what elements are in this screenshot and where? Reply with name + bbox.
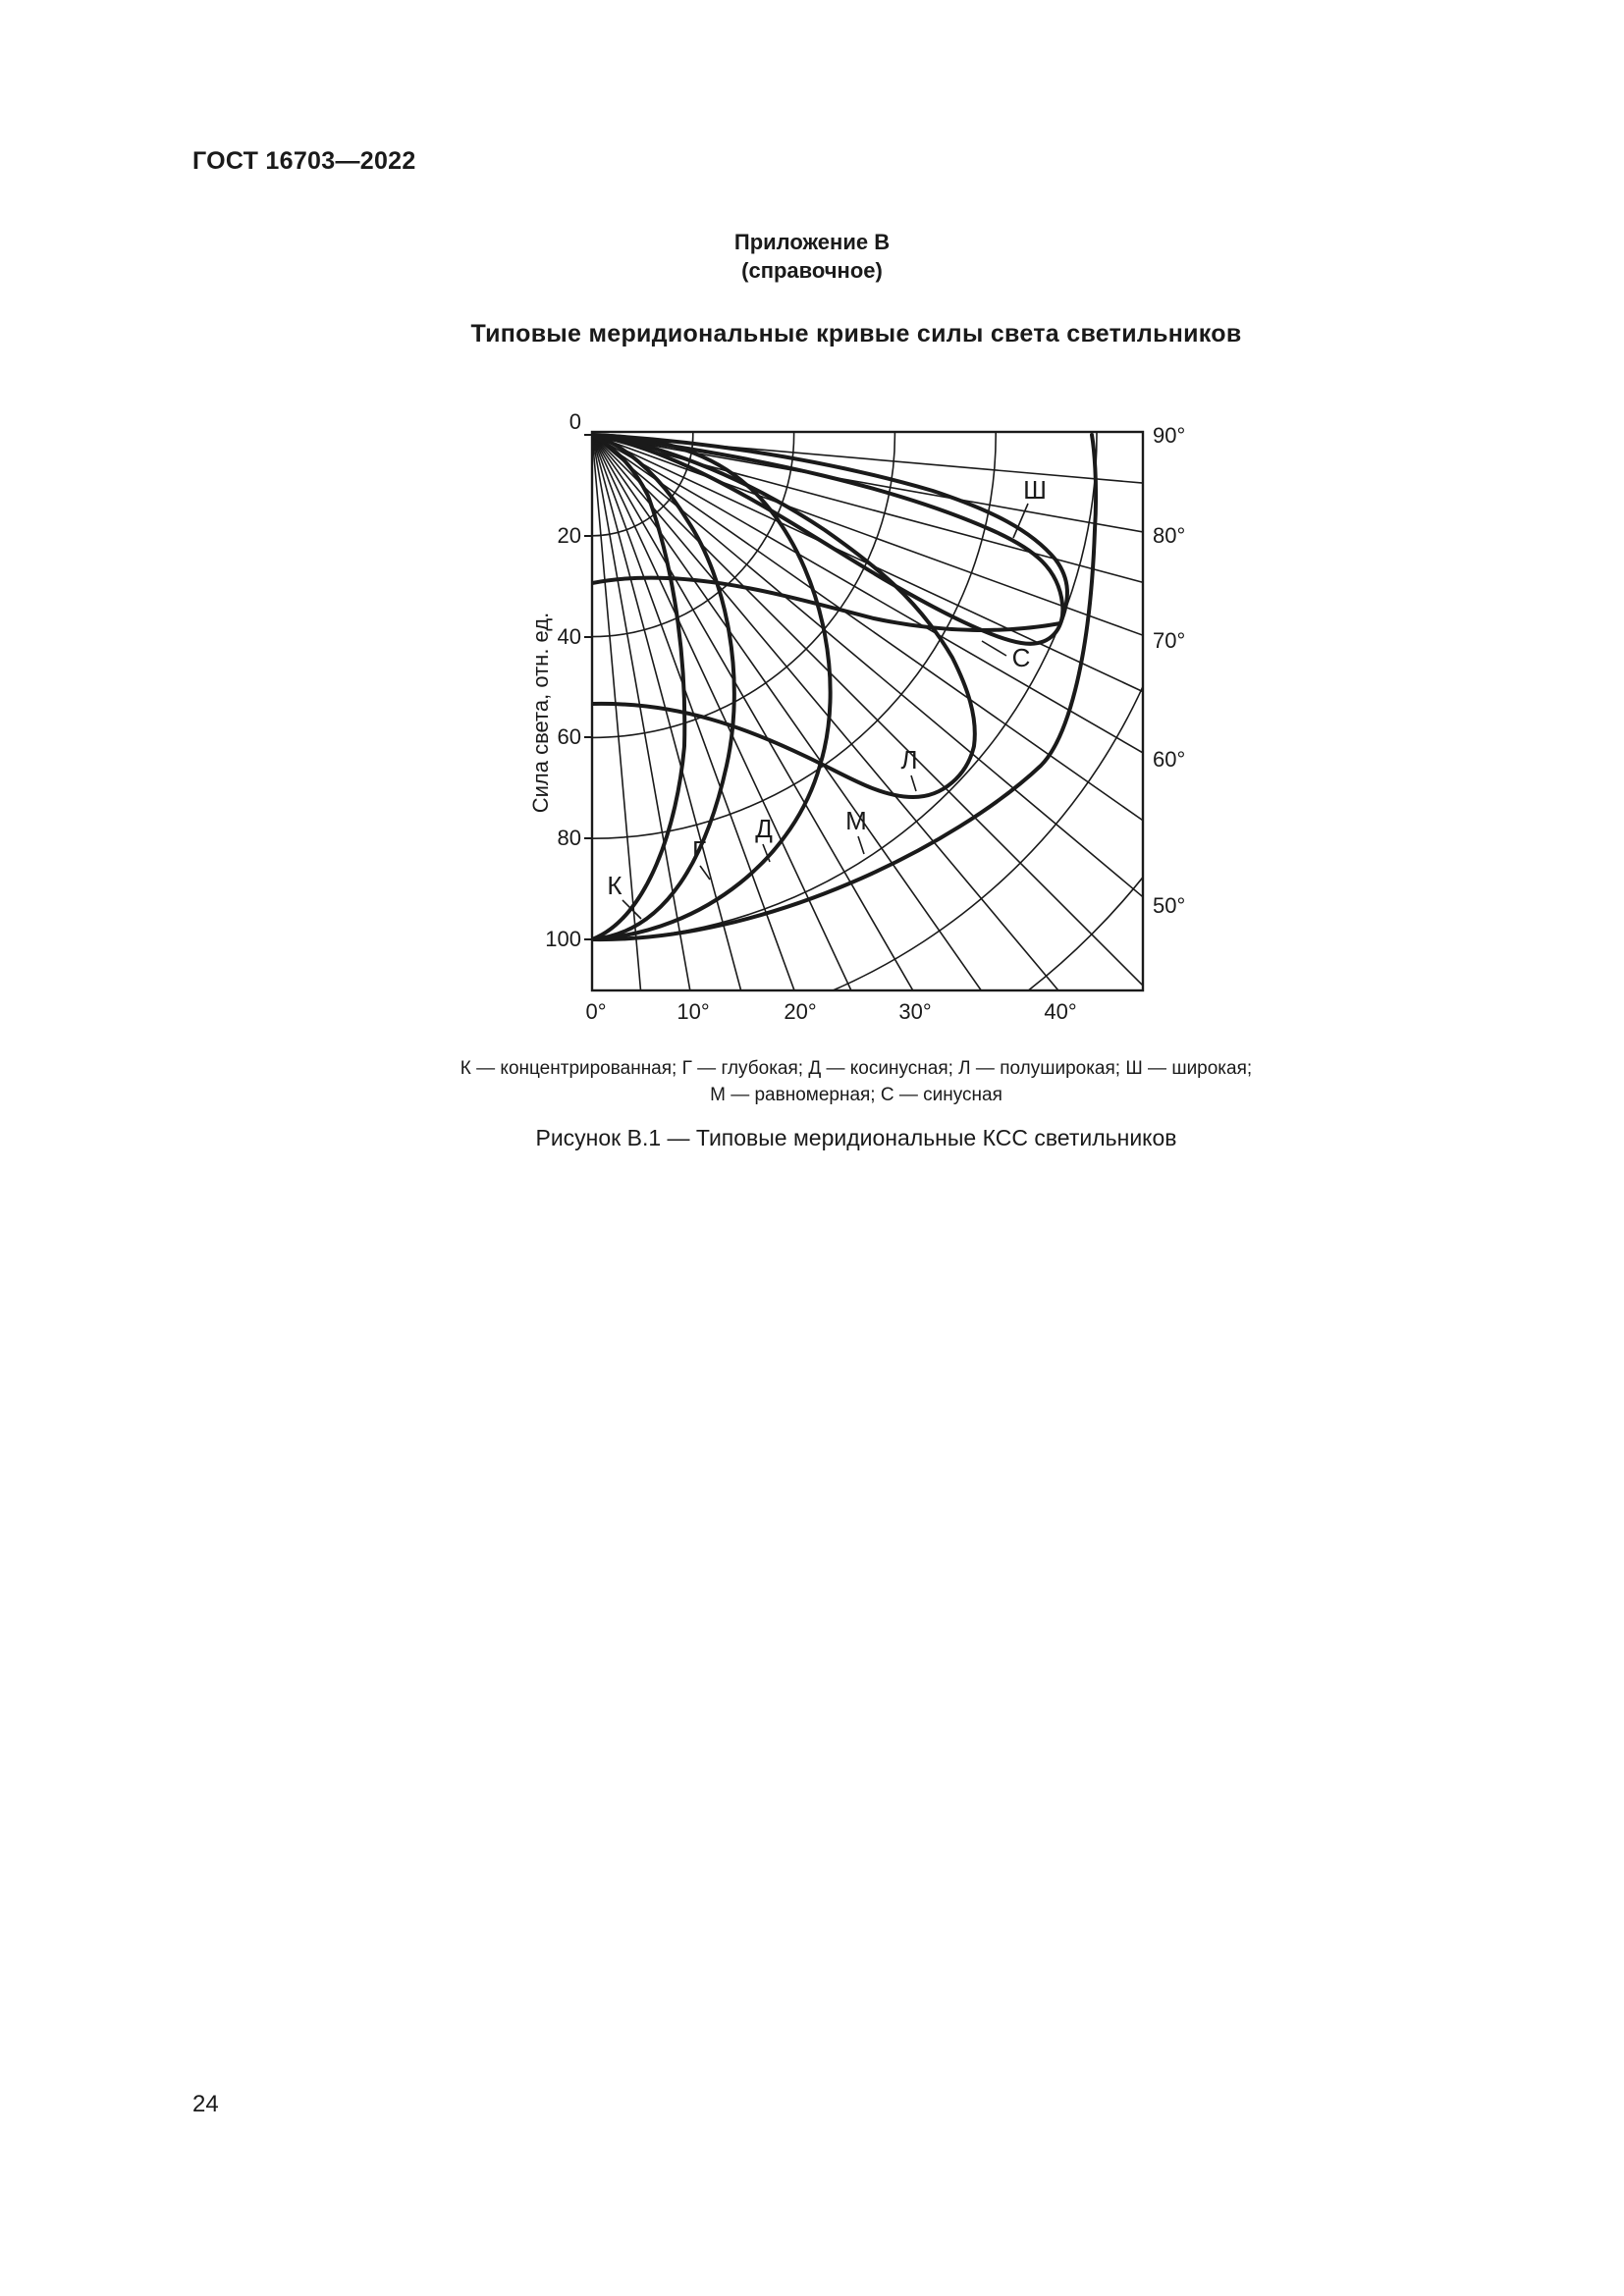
curve-label-k: К <box>607 871 623 900</box>
figure-caption: Рисунок В.1 — Типовые меридиональные КСС светильников <box>535 1125 1177 1150</box>
y-tick-label: 0 <box>568 409 581 434</box>
plot-area <box>511 398 1218 1036</box>
appendix-heading <box>0 228 1624 285</box>
document-header: ГОСТ 16703—2022 <box>192 147 416 175</box>
polar-diagram-figure <box>511 398 1218 1036</box>
x-tick-label: 30° <box>898 999 932 1024</box>
leader-line-m <box>858 836 864 854</box>
curve-label-d: Д <box>755 814 773 843</box>
polar-diagram <box>511 398 1218 1036</box>
right-tick-label: 80° <box>1153 523 1186 548</box>
x-tick-label: 40° <box>1044 999 1077 1024</box>
right-tick-label: 50° <box>1153 893 1186 918</box>
x-tick-label: 10° <box>677 999 710 1024</box>
y-tick-label: 40 <box>557 624 581 649</box>
curve-label-sh: Ш <box>1023 475 1047 505</box>
curve-l <box>592 435 975 797</box>
curve-label-l: Л <box>900 745 918 774</box>
x-tick-label: 0° <box>585 999 607 1024</box>
page-number: 24 <box>192 2091 219 2117</box>
figure-legend <box>0 1055 1624 1108</box>
y-tick-label: 80 <box>557 826 581 850</box>
legend-line-2: М — равномерная; С — синусная <box>710 1085 1002 1105</box>
radial-grid-line <box>592 435 1181 1036</box>
y-tick-label: 100 <box>545 927 581 951</box>
leader-line-l <box>911 775 916 791</box>
right-tick-label: 90° <box>1153 423 1186 448</box>
y-tick-label: 60 <box>557 724 581 749</box>
right-tick-label: 60° <box>1153 747 1186 772</box>
leader-line-c <box>982 641 1006 656</box>
section-title: Типовые меридиональные кривые силы света светильников <box>470 320 1242 347</box>
legend-line-1: К — концентрированная; Г — глубокая; Д — косинусная; Л — полуширокая; Ш — широкая; <box>460 1058 1253 1079</box>
curve-label-g: Г <box>691 835 707 865</box>
appendix-status: (справочное) <box>741 258 883 283</box>
x-tick-label: 20° <box>784 999 817 1024</box>
curve-label-m: М <box>845 806 867 835</box>
appendix-title: Приложение В <box>733 230 891 254</box>
arc-grid-line <box>511 398 1097 939</box>
curve-label-c: С <box>1011 643 1031 672</box>
y-axis-label: Сила света, отн. ед. <box>528 612 553 814</box>
y-tick-label: 20 <box>557 523 581 548</box>
arc-grid-line <box>511 398 693 536</box>
right-tick-label: 70° <box>1153 628 1186 653</box>
